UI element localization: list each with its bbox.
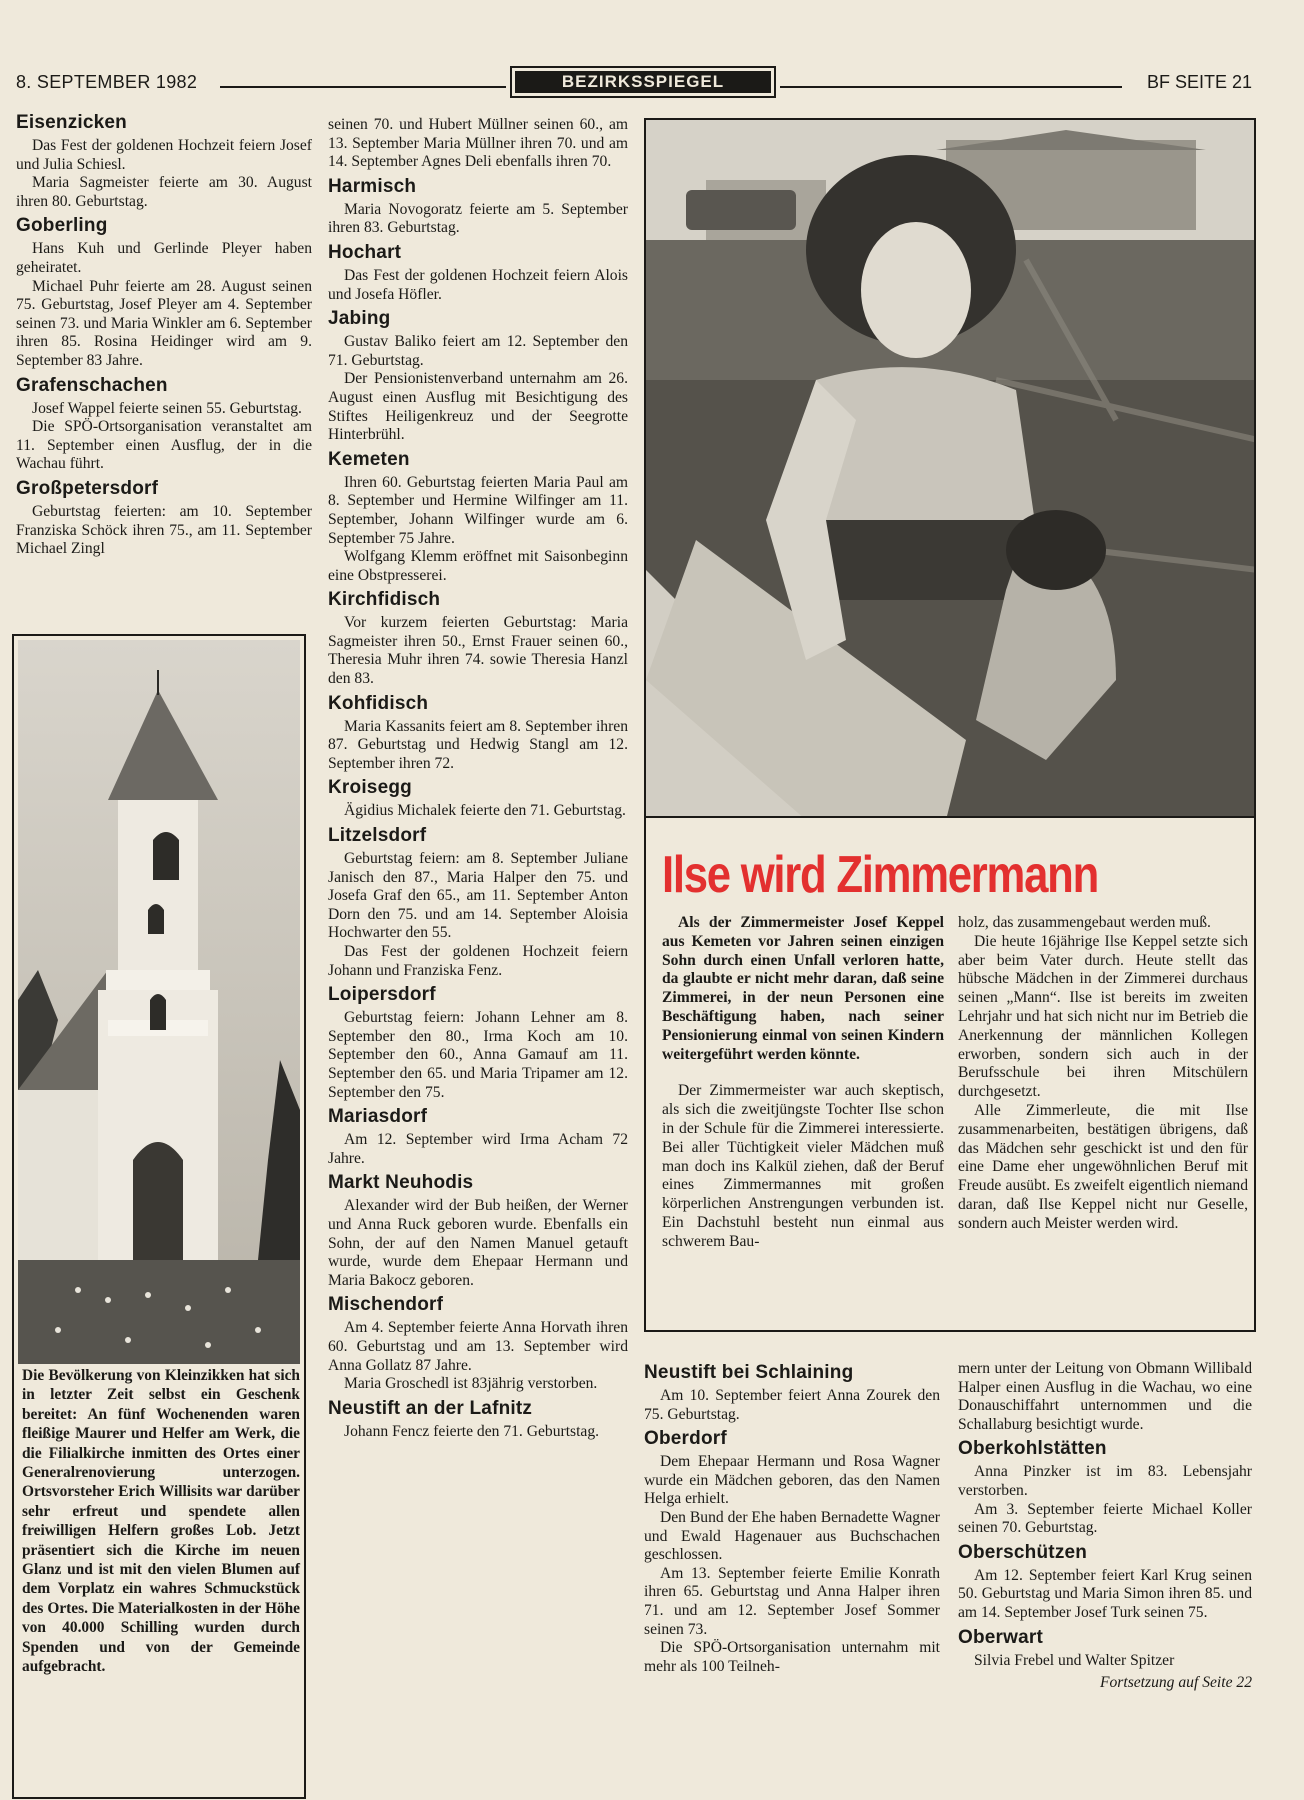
article-column-1 xyxy=(662,914,944,1252)
section-heading: Kirchfidisch xyxy=(328,589,441,611)
news-paragraph: Der Pensionistenverband unternahm am 26. August einen Ausflug mit Besichtigung des Stiftes Heiligenkreuz und der Seegrotte Hinterbrühl. xyxy=(328,370,628,444)
header-rule-left xyxy=(220,86,506,88)
article-paragraph: Der Zimmermeister war auch skeptisch, als sich die zweitjüngste Tochter Ilse schon in der Schule für die Zimmerei interessierte. Bei aller Tüchtigkeit vieler Mädchen muß man doch ins Kalkül ziehen, daß der Beruf eines Zimmermannes mit großen körperlichen Anstrengungen verbunden ist. Ein Dachstuhl besteht nun einmal aus schwerem Bau- xyxy=(662,1082,944,1250)
news-paragraph: Maria Groschedl ist 83jährig verstorben. xyxy=(344,1375,598,1393)
news-paragraph: Maria Kassanits feiert am 8. September ihren 87. Geburtstag und Hedwig Stangl am 12. September ihren 72. xyxy=(328,717,628,772)
news-paragraph: Das Fest der goldenen Hochzeit feiern Johann und Franziska Fenz. xyxy=(328,943,628,979)
page-number: BF SEITE 21 xyxy=(1146,72,1252,92)
section-heading: Harmisch xyxy=(328,175,417,197)
column-2 xyxy=(328,116,628,1445)
news-section xyxy=(328,693,628,774)
section-heading: Neustift an der Lafnitz xyxy=(328,1397,533,1419)
church-photo-box xyxy=(12,634,306,1799)
news-section xyxy=(958,1542,1252,1623)
news-paragraph: Geburtstag feiern: am 8. September Juliane Janisch den 87., Maria Halper den 75. und Josefa Graf den 65., am 11. September Anton Dorn den 75. und am 14. September Aloisia Hochwarter den 55. xyxy=(328,850,628,942)
article-paragraph: holz, das zusammengebaut werden muß. xyxy=(958,914,1211,931)
news-paragraph: Ihren 60. Geburtstag feierten Maria Paul am 8. September und Hermine Wilfinger am 11. September, Johann Wilfinger wurde am 6. September 75 Jahre. xyxy=(328,473,628,547)
news-section xyxy=(328,1172,628,1290)
news-section xyxy=(958,1438,1252,1537)
section-heading: Oberdorf xyxy=(644,1428,727,1450)
church-photo xyxy=(18,640,300,1364)
section-heading: Neustift bei Schlaining xyxy=(644,1362,854,1383)
news-paragraph: Michael Puhr feierte am 28. August seinen 75. Geburtstag, Josef Pleyer am 4. September seinen 73. und Maria Winkler am 6. September ihren 85. Rosina Heidinger wird am 9. September 83 Jahre. xyxy=(16,277,312,369)
news-section xyxy=(328,1398,628,1442)
news-section xyxy=(644,1428,940,1676)
issue-date: 8. SEPTEMBER 1982 xyxy=(16,72,198,92)
news-paragraph: Ägidius Michalek feierte den 71. Geburtstag. xyxy=(344,802,626,820)
section-heading: Loipersdorf xyxy=(328,984,436,1006)
news-paragraph: Anna Pinzker ist im 83. Lebensjahr verstorben. xyxy=(958,1463,1252,1499)
news-paragraph: Maria Sagmeister feierte am 30. August ihren 80. Geburtstag. xyxy=(16,174,312,210)
news-paragraph: Hans Kuh und Gerlinde Pleyer haben geheiratet. xyxy=(16,240,312,276)
section-heading: Mariasdorf xyxy=(328,1106,428,1128)
news-paragraph: Alexander wird der Bub heißen, der Werner und Anna Ruck geboren wurde. Ebenfalls ein Sohn, der auf den Namen Manuel getauft wurde, wurde dem Ehepaar Hermann und Maria Bakocz geboren. xyxy=(328,1197,628,1289)
article-paragraph: Die heute 16jährige Ilse Keppel setzte sich aber beim Vater durch. Heute stellt das hübsche Mädchen in der Zimmerei durchaus seinen „Mann“. Ilse ist bereits im zweiten Lehrjahr und hat sich nicht nur im Betrieb die Anerkennung der männlichen Kollegen erworben, sondern sich auch in der Berufsschule bei ihren Mitschülern durchgesetzt. xyxy=(958,932,1248,1101)
news-section xyxy=(644,1362,940,1424)
news-section xyxy=(328,242,628,304)
news-paragraph: Gustav Baliko feiert am 12. September den 71. Geburtstag. xyxy=(328,333,628,369)
section-heading: Oberkohlstätten xyxy=(958,1438,1107,1460)
article-lead: Als der Zimmermeister Josef Keppel aus Kemeten vor Jahren seinen einzigen Sohn durch einen Unfall verloren hatte, da glaubte er nicht mehr daran, daß seine Zimmerei, in der neun Personen eine Beschäftigung haben, nach seiner Pensionierung einmal von seinen Kindern weitergeführt werden könnte. xyxy=(662,914,944,1063)
news-section xyxy=(328,449,628,586)
news-paragraph: Johann Fencz feierte den 71. Geburtstag. xyxy=(344,1422,600,1440)
section-heading: Mischendorf xyxy=(328,1294,444,1316)
article-column-2 xyxy=(958,914,1248,1234)
news-paragraph: Am 12. September feiert Karl Krug seinen 50. Geburtstag und Maria Simon ihren 85. und am 14. September Josef Turk seinen 75. xyxy=(958,1566,1252,1621)
news-section xyxy=(328,984,628,1102)
section-heading: Eisenzicken xyxy=(16,112,127,133)
continuation-note: Fortsetzung auf Seite 22 xyxy=(1099,1674,1252,1692)
carpenter-photo xyxy=(644,118,1256,818)
news-paragraph: Dem Ehepaar Hermann und Rosa Wagner wurde ein Mädchen geboren, das den Namen Helga erhielt. xyxy=(644,1453,940,1508)
news-section xyxy=(958,1360,1252,1434)
section-heading: Großpetersdorf xyxy=(16,477,159,499)
section-heading: Hochart xyxy=(328,241,402,263)
news-section xyxy=(328,825,628,980)
news-section xyxy=(16,478,312,559)
section-title: BEZIRKSSPIEGEL xyxy=(515,71,771,93)
news-paragraph: Am 4. September feierte Anna Horvath ihren 60. Geburtstag und am 13. September wird Anna Gollatz 87 Jahre. xyxy=(328,1319,628,1374)
news-paragraph: Wolfgang Klemm eröffnet mit Saisonbeginn eine Obstpresserei. xyxy=(328,548,628,584)
news-section xyxy=(328,777,628,821)
news-paragraph: Am 3. September feierte Michael Koller seinen 70. Geburtstag. xyxy=(958,1500,1252,1537)
section-banner xyxy=(510,66,776,98)
section-heading: Kroisegg xyxy=(328,777,412,799)
article-ilse xyxy=(644,818,1256,1332)
section-heading: Jabing xyxy=(328,308,391,330)
section-heading: Oberschützen xyxy=(958,1541,1088,1563)
article-headline: Ilse wird Zimmermann xyxy=(662,846,1098,904)
news-paragraph: Maria Novogoratz feierte am 5. September ihren 83. Geburtstag. xyxy=(328,200,628,237)
news-paragraph: Das Fest der goldenen Hochzeit feiern Josef und Julia Schiesl. xyxy=(16,137,312,173)
news-paragraph: Am 10. September feiert Anna Zourek den 75. Geburtstag. xyxy=(644,1387,940,1423)
news-section xyxy=(328,116,628,172)
news-paragraph: Die SPÖ-Ortsorganisation unternahm mit mehr als 100 Teilneh- xyxy=(644,1639,940,1675)
column-4-bottom xyxy=(958,1360,1252,1693)
section-heading: Litzelsdorf xyxy=(328,825,427,847)
carpenter-illustration xyxy=(646,120,1256,818)
section-heading: Goberling xyxy=(16,215,108,237)
church-caption: Die Bevölkerung von Kleinzikken hat sich in letzter Zeit selbst ein Geschenk bereitet: An fünf Wochenenden waren fleißige Maurer und Helfer am Werk, die die Filialkirche inmitten des Ortes einer Generalrenovierung unterzogen. Ortsvorsteher Erich Willisits war darüber sehr erfreut und spendete allen freiwilligen Helfern großes Lob. Jetzt präsentiert sich die Kirche im neuen Glanz und ist mit den vielen Blumen auf dem Vorplatz ein wahres Schmuckstück des Ortes. Die Materialkosten in der Höhe von 40.000 Schilling wurden durch Spenden und von der Gemeinde aufgebracht. xyxy=(22,1367,300,1676)
news-paragraph: Vor kurzem feierten Geburtstag: Maria Sagmeister ihren 50., Ernst Frauer seinen 60., Theresia Muhr ihren 74. sowie Theresia Hanzl den 83. xyxy=(328,614,628,688)
news-paragraph: Den Bund der Ehe haben Bernadette Wagner und Ewald Hagenauer aus Buchschachen geschlossen. xyxy=(644,1508,940,1564)
news-section xyxy=(328,176,628,238)
column-3-bottom xyxy=(644,1360,940,1680)
news-section xyxy=(328,1294,628,1393)
column-4-sections xyxy=(958,1360,1252,1670)
section-heading: Kemeten xyxy=(328,448,410,470)
news-section xyxy=(328,589,628,688)
news-paragraph: Am 13. September feierte Emilie Konrath ihren 65. Geburtstag und Anna Halper ihren 71. und am 12. September Josef Sommer seinen 73. xyxy=(644,1564,940,1638)
section-heading: Markt Neuhodis xyxy=(328,1172,474,1194)
news-section xyxy=(958,1627,1252,1671)
news-paragraph: Die SPÖ-Ortsorganisation veranstaltet am 11. September einen Ausflug, der in die Wachau führt. xyxy=(16,418,312,473)
news-section xyxy=(328,308,628,445)
news-paragraph: Josef Wappel feierte seinen 55. Geburtstag. xyxy=(32,399,302,417)
news-section xyxy=(16,375,312,474)
news-paragraph: seinen 70. und Hubert Müllner seinen 60., am 13. September Maria Müllner ihren 70. und am 14. September Agnes Deli ebenfalls ihren 70. xyxy=(328,116,628,171)
article-paragraph: Alle Zimmerleute, die mit Ilse zusammenarbeiten, bestätigen übrigens, daß das Mädchen sehr geschickt ist und den für eine Dame eher ungewöhnlichen Beruf mit Freude ausübt. Es zweifelt eigentlich niemand daran, daß Ilse Keppel nicht nur Geselle, sondern auch Meister werden wird. xyxy=(958,1101,1248,1232)
section-heading: Grafenschachen xyxy=(16,374,168,396)
news-paragraph: mern unter der Leitung von Obmann Willibald Halper einen Ausflug in die Wachau, wo eine Donauschiffahrt unternommen und die Schallaburg besichtigt wurde. xyxy=(958,1360,1252,1433)
news-paragraph: Das Fest der goldenen Hochzeit feiern Alois und Josefa Höfler. xyxy=(328,266,628,303)
news-section xyxy=(16,215,312,370)
news-paragraph: Silvia Frebel und Walter Spitzer xyxy=(974,1651,1175,1669)
news-paragraph: Geburtstag feierten: am 10. September Franziska Schöck ihren 75., am 11. September Michael Zingl xyxy=(16,502,312,558)
section-heading: Kohfidisch xyxy=(328,692,429,714)
news-paragraph: Geburtstag feiern: Johann Lehner am 8. September den 80., Irma Koch am 10. September den 60., Anna Gamauf am 11. September den 65. und Maria Tripamer am 12. September den 75. xyxy=(328,1009,628,1101)
news-section xyxy=(328,1106,628,1168)
section-heading: Oberwart xyxy=(958,1626,1044,1648)
news-section xyxy=(16,112,312,211)
column-1 xyxy=(16,110,312,563)
church-illustration xyxy=(18,640,300,1364)
header-rule-right xyxy=(780,86,1122,88)
news-paragraph: Am 12. September wird Irma Acham 72 Jahre. xyxy=(328,1131,628,1167)
